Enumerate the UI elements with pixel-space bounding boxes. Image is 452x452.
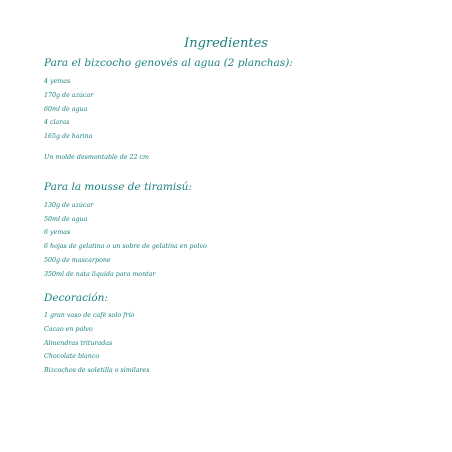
ingredient-item: Cacao en polvo bbox=[44, 326, 93, 333]
ingredient-item: 50ml de agua bbox=[44, 216, 88, 223]
ingredient-item: 6 hojas de gelatina o un sobre de gelatina en polvo bbox=[44, 243, 207, 250]
ingredient-item: 500g de mascarpone bbox=[44, 257, 111, 264]
ingredient-item: 4 yemas bbox=[44, 78, 71, 85]
ingredient-item: 60ml de agua bbox=[44, 106, 88, 113]
section-heading-mousse: Para la mousse de tiramisú: bbox=[44, 181, 192, 193]
ingredient-item: 130g de azúcar bbox=[44, 202, 94, 209]
ingredient-item: 165g de harina bbox=[44, 133, 93, 140]
ingredient-item: Almendras trituradas bbox=[44, 340, 113, 347]
mold-note: Un molde desmontable de 22 cm bbox=[44, 154, 150, 161]
ingredient-item: Chocolate blanco bbox=[44, 353, 100, 360]
ingredient-item: 170g de azúcar bbox=[44, 92, 94, 99]
page-title: Ingredientes bbox=[184, 36, 268, 51]
ingredient-item: 6 yemas bbox=[44, 229, 71, 236]
section-heading-bizcocho: Para el bizcocho genovés al agua (2 planchas): bbox=[44, 57, 293, 69]
section-heading-decoracion: Decoración: bbox=[44, 292, 108, 304]
ingredient-item: 1 gran vaso de café solo frío bbox=[44, 312, 135, 319]
ingredient-item: Bizcochos de soletilla o similares bbox=[44, 367, 150, 374]
ingredient-item: 350ml de nata líquida para montar bbox=[44, 271, 156, 278]
ingredient-item: 4 claras bbox=[44, 119, 70, 126]
